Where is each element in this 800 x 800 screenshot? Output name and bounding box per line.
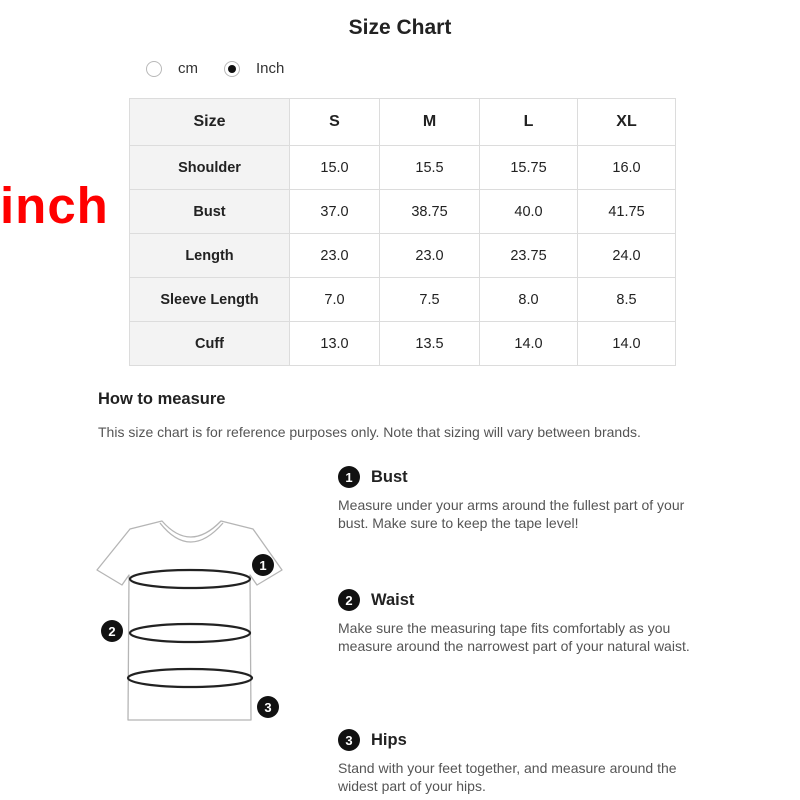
table-row	[130, 190, 676, 234]
table-cell: 23.0	[380, 234, 480, 278]
table-cell: 16.0	[578, 146, 676, 190]
page-title: Size Chart	[348, 16, 452, 39]
table-cell: 38.75	[380, 190, 480, 234]
table-cell: 15.75	[480, 146, 578, 190]
unit-option-cm[interactable]	[146, 60, 198, 77]
row-label: Cuff	[130, 322, 290, 366]
size-table	[129, 98, 676, 366]
header-cell: M	[380, 99, 480, 146]
bust-line	[130, 570, 250, 588]
svg-text:2: 2	[108, 624, 116, 639]
table-cell: 41.75	[578, 190, 676, 234]
unit-tag: inch	[0, 177, 109, 234]
table-cell: 37.0	[290, 190, 380, 234]
table-cell: 14.0	[480, 322, 578, 366]
unit-label-cm: cm	[178, 60, 198, 77]
row-label: Length	[130, 234, 290, 278]
table-row	[130, 278, 676, 322]
unit-option-inch[interactable]	[224, 60, 284, 77]
table-cell: 14.0	[578, 322, 676, 366]
row-label: Shoulder	[130, 146, 290, 190]
waist-line	[130, 624, 250, 642]
how-to-measure-subtitle: This size chart is for reference purposes only. Note that sizing will vary between brands.	[98, 424, 641, 440]
table-cell: 7.5	[380, 278, 480, 322]
step-description: Stand with your feet together, and measure around the widest part of your hips.	[338, 760, 677, 794]
step-title: Hips	[371, 730, 407, 749]
step-description: Make sure the measuring tape fits comfortably as you measure around the narrowest part of your natural waist.	[338, 620, 690, 654]
table-cell: 13.0	[290, 322, 380, 366]
step-waist	[338, 589, 738, 655]
table-row	[130, 146, 676, 190]
tshirt-illustration	[88, 515, 288, 730]
row-label: Sleeve Length	[130, 278, 290, 322]
svg-text:1: 1	[259, 558, 267, 573]
unit-toggle	[146, 60, 310, 77]
header-cell: Size	[130, 99, 290, 146]
step-description: Measure under your arms around the fullest part of your bust. Make sure to keep the tape level!	[338, 497, 685, 531]
radio-inch[interactable]	[224, 61, 240, 77]
table-cell: 7.0	[290, 278, 380, 322]
table-cell: 23.0	[290, 234, 380, 278]
marker-1	[252, 554, 274, 576]
radio-selected-dot	[228, 65, 236, 73]
marker-2	[101, 620, 123, 642]
step-number-badge: 3	[338, 729, 360, 751]
tshirt-outline	[97, 521, 282, 720]
step-hips	[338, 729, 738, 795]
step-number-badge: 1	[338, 466, 360, 488]
header-cell: S	[290, 99, 380, 146]
tshirt-neckline	[160, 523, 223, 542]
svg-text:3: 3	[264, 700, 272, 715]
table-row	[130, 234, 676, 278]
hips-line	[128, 669, 252, 687]
table-header-row	[130, 99, 676, 146]
header-cell: XL	[578, 99, 676, 146]
table-row	[130, 322, 676, 366]
row-label: Bust	[130, 190, 290, 234]
marker-3	[257, 696, 279, 718]
step-number-badge: 2	[338, 589, 360, 611]
radio-cm[interactable]	[146, 61, 162, 77]
step-title: Waist	[371, 590, 415, 609]
table-cell: 15.0	[290, 146, 380, 190]
header-cell: L	[480, 99, 578, 146]
table-cell: 13.5	[380, 322, 480, 366]
table-cell: 15.5	[380, 146, 480, 190]
table-cell: 8.0	[480, 278, 578, 322]
unit-label-inch: Inch	[256, 60, 285, 77]
table-cell: 40.0	[480, 190, 578, 234]
how-to-measure-title: How to measure	[98, 390, 226, 408]
step-bust	[338, 466, 738, 532]
table-cell: 23.75	[480, 234, 578, 278]
step-title: Bust	[371, 467, 408, 486]
table-cell: 8.5	[578, 278, 676, 322]
table-cell: 24.0	[578, 234, 676, 278]
